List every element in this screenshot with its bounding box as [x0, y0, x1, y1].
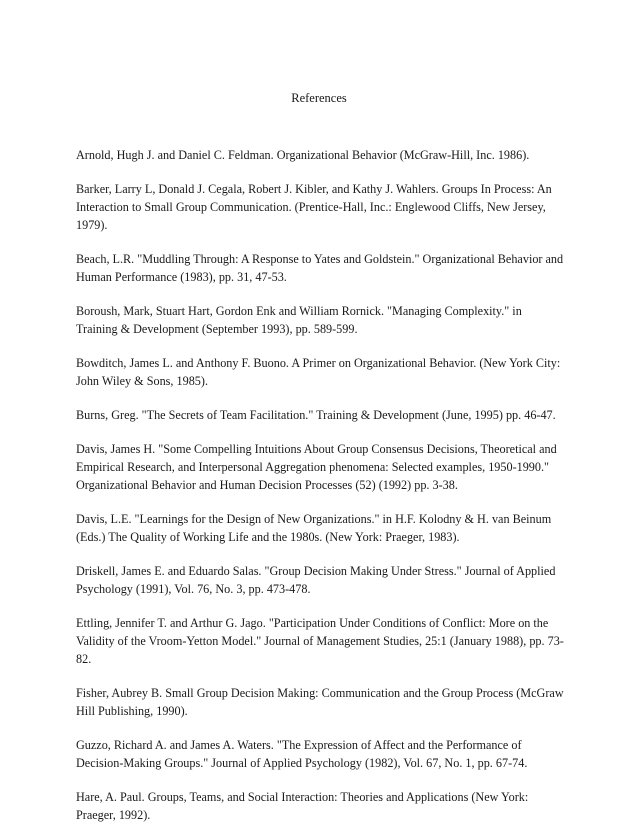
- reference-item: Ettling, Jennifer T. and Arthur G. Jago. "Participation Under Conditions of Conflict: More on the Validity of the Vroom-Yetton Model." Journal of Management Studies, 25:1 (January 1988), pp. 73-82.: [76, 616, 564, 666]
- page-title: References: [291, 91, 347, 105]
- reference-item: Burns, Greg. "The Secrets of Team Facilitation." Training & Development (June, 1995) pp. 46-47.: [76, 408, 556, 422]
- reference-item: Fisher, Aubrey B. Small Group Decision Making: Communication and the Group Process (McGraw Hill Publishing, 1990).: [76, 686, 564, 718]
- reference-item: Hare, A. Paul. Groups, Teams, and Social Interaction: Theories and Applications (New York: Praeger, 1992).: [76, 790, 529, 822]
- reference-item: Davis, James H. "Some Compelling Intuitions About Group Consensus Decisions, Theoretical and Empirical Research, and Interpersonal Aggregation phenomena: Selected examples, 1950-1990." Organizational Behavior and Human Decision Processes (52) (1992) pp. 3-38.: [76, 442, 557, 492]
- reference-item: Barker, Larry L, Donald J. Cegala, Robert J. Kibler, and Kathy J. Wahlers. Groups In Process: An Interaction to Small Group Communication. (Prentice-Hall, Inc.: Englewood Cliffs, New Jersey, 1979).: [76, 182, 552, 232]
- reference-item: Beach, L.R. "Muddling Through: A Response to Yates and Goldstein." Organizational Behavior and Human Performance (1983), pp. 31, 47-53.: [76, 252, 564, 284]
- reference-item: Bowditch, James L. and Anthony F. Buono. A Primer on Organizational Behavior. (New York City: John Wiley & Sons, 1985).: [76, 356, 561, 388]
- reference-item: Arnold, Hugh J. and Daniel C. Feldman. Organizational Behavior (McGraw-Hill, Inc. 1986).: [76, 148, 530, 162]
- reference-list: [76, 146, 566, 840]
- reference-item: Davis, L.E. "Learnings for the Design of New Organizations." in H.F. Kolodny & H. van Beinum (Eds.) The Quality of Working Life and the 1980s. (New York: Praeger, 1983).: [76, 512, 552, 544]
- reference-item: Driskell, James E. and Eduardo Salas. "Group Decision Making Under Stress." Journal of Applied Psychology (1991), Vol. 76, No. 3, pp. 473-478.: [76, 564, 556, 596]
- reference-item: Guzzo, Richard A. and James A. Waters. "The Expression of Affect and the Performance of Decision-Making Groups." Journal of Applied Psychology (1982), Vol. 67, No. 1, pp. 67-74.: [76, 738, 528, 770]
- reference-item: Boroush, Mark, Stuart Hart, Gordon Enk and William Rornick. "Managing Complexity." in Training & Development (September 1993), pp. 589-599.: [76, 304, 522, 336]
